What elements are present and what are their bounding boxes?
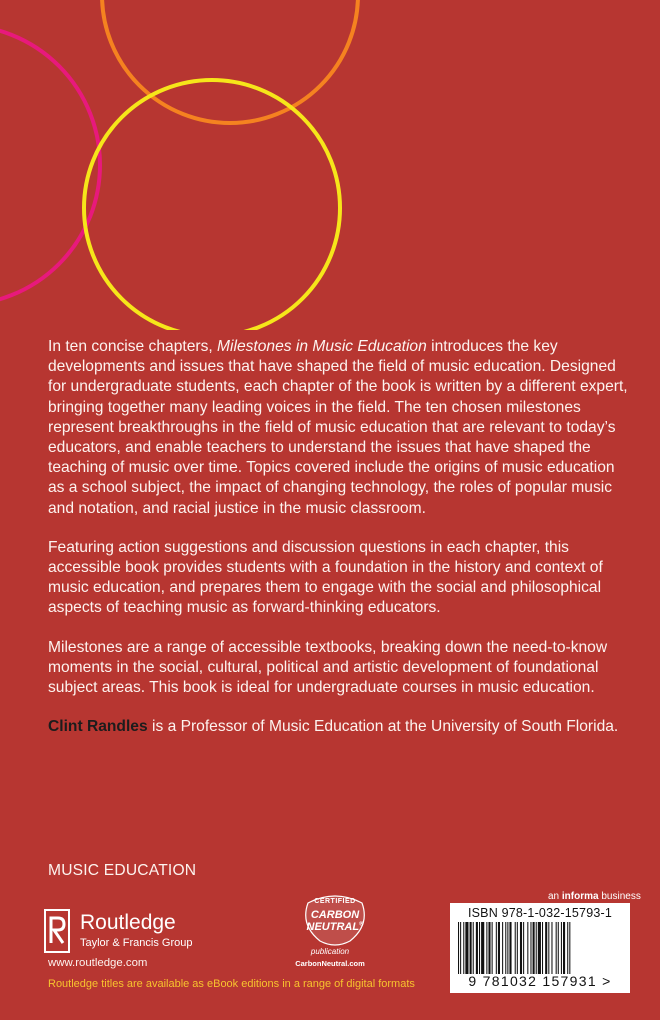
publisher-website[interactable]: www.routledge.com [48, 957, 148, 969]
barcode-bar [548, 922, 549, 974]
barcode-bar [463, 922, 464, 974]
barcode-bar [465, 922, 468, 974]
barcode-digits: 9 781032 157931 > [468, 973, 612, 989]
carbon-publication-label: publication [310, 947, 350, 956]
barcode-bar [492, 922, 493, 974]
blurb-paragraph-3: Milestones are a range of accessible textbooks, breaking down the need-to-know moments in the social, cultural, political and artistic development of foundational subject areas. This book is ideal for undergraduate courses in music education. [48, 638, 608, 697]
barcode-bar [542, 922, 543, 974]
yellow-circle [84, 80, 340, 330]
barcode-bar [561, 922, 562, 974]
barcode-bar [505, 922, 506, 974]
decorative-circles [0, 0, 660, 330]
back-cover-blurb [48, 337, 628, 756]
barcode-bar [527, 922, 528, 974]
blurb-paragraph-2: Featuring action suggestions and discussion questions in each chapter, this accessible book provides students with a foundation in the history and context of music education, and prepares them to engage with the social and philosophical aspects of teaching music as forward-thinking educators. [48, 538, 603, 617]
neutral-word: NEUTRAL® [306, 921, 364, 933]
barcode-bar [556, 922, 557, 974]
barcode-bar [536, 922, 537, 974]
barcode-bar [488, 922, 490, 974]
barcode-bar [460, 922, 461, 974]
barcode-bar [545, 922, 547, 974]
informa-business-label: an informa business [548, 891, 641, 902]
pink-circle [0, 25, 100, 305]
barcode-bars [458, 922, 622, 974]
barcode-bar [481, 922, 484, 974]
carbon-neutral-badge [280, 893, 380, 973]
subject-category: MUSIC EDUCATION [48, 862, 197, 879]
barcode-bar [520, 922, 522, 974]
barcode-bar [476, 922, 478, 974]
barcode-bar [530, 922, 531, 974]
barcode-bar [558, 922, 559, 974]
barcode-bar [538, 922, 541, 974]
barcode-bar [458, 922, 459, 974]
publisher-logo [44, 909, 244, 959]
carbon-word: CARBON [310, 909, 360, 921]
barcode-bar [498, 922, 500, 974]
isbn-number: ISBN 978-1-032-15793-1 [467, 906, 613, 920]
barcode-bar [517, 922, 518, 974]
barcode-bar [507, 922, 508, 974]
isbn-barcode [450, 903, 630, 993]
barcode-bar [502, 922, 503, 974]
carbon-neutral-logo [300, 893, 370, 947]
barcode-bar [523, 922, 524, 974]
barcode-bar [551, 922, 552, 974]
barcode-bar [509, 922, 511, 974]
orange-circle [102, 0, 358, 123]
book-title: Milestones in Music Education [217, 338, 427, 355]
blurb-paragraph-1: In ten concise chapters, Milestones in Music Education introduces the key developments and issues that have shaped the field of music education. Designed for undergraduate students, each chapter of the book is written by a different expert, bringing together many leading voices in the field. The ten chosen milestones represent breakthroughs in the field of music education that are relevant to today’s educators, and enable teachers to understand the issues that have shaped the teaching of music over time. Topics covered include the origins of music education as a school subject, the impact of changing technology, the roles of popular music and notation, and racial justice in the music classroom. [48, 338, 628, 517]
author-bio: Clint Randles is a Professor of Music Education at the University of South Florida. [48, 718, 619, 736]
carbon-website: CarbonNeutral.com [295, 959, 365, 968]
barcode-bar [486, 922, 487, 974]
publisher-name: Routledge [80, 911, 176, 934]
routledge-r-icon [44, 909, 70, 953]
author-name: Clint Randles [48, 718, 148, 736]
barcode-bar [496, 922, 497, 974]
barcode-bar [473, 922, 474, 974]
barcode-bar [515, 922, 516, 974]
barcode-bar [569, 922, 570, 974]
ebook-note: Routledge titles are available as eBook editions in a range of digital formats [48, 978, 415, 990]
barcode-bar [563, 922, 565, 974]
barcode-bar [533, 922, 535, 974]
publisher-group: Taylor & Francis Group [80, 937, 193, 949]
barcode-bar [470, 922, 472, 974]
barcode-bar [567, 922, 568, 974]
carbon-certified-label: CERTIFIED [314, 898, 356, 905]
barcode-bar [479, 922, 480, 974]
